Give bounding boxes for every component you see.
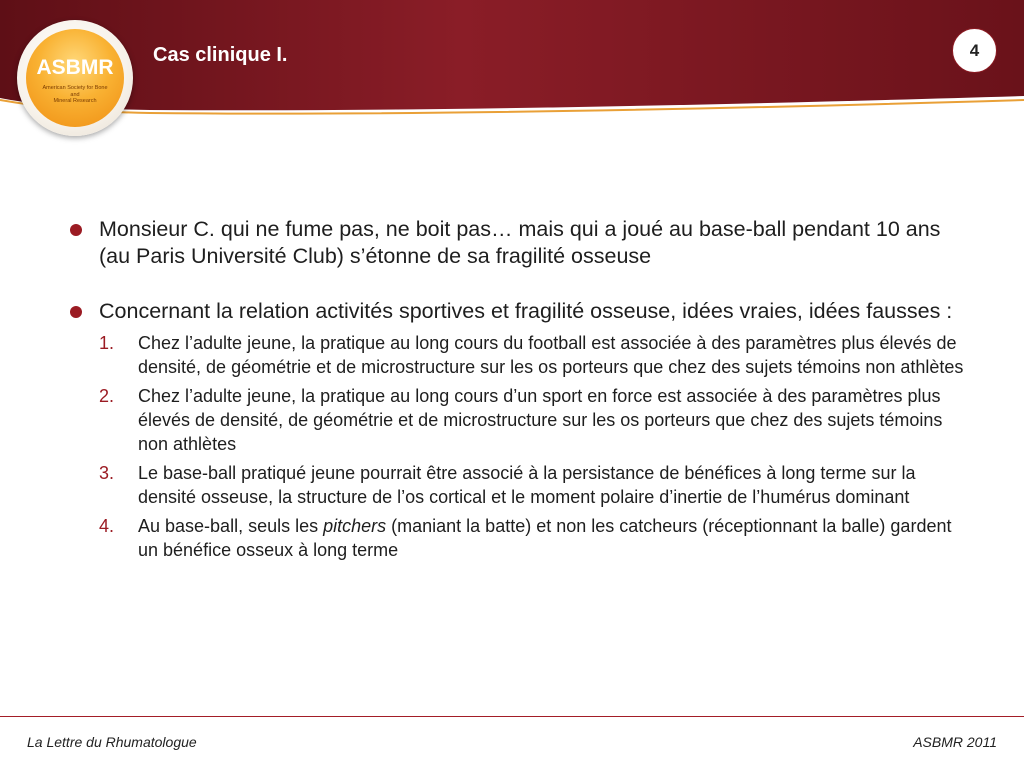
item-text: Chez l’adulte jeune, la pratique au long cours d’un sport en force est associée à des paramètres plus élevés de densité, de géométrie et de microstructure sur les os porteurs que chez des sujets témoins non athlètes	[138, 386, 943, 454]
bullet-dot-icon	[70, 306, 82, 318]
numbered-item	[68, 384, 968, 456]
item-number: 2.	[99, 386, 115, 406]
bullet-item	[68, 298, 968, 562]
item-text-after: (maniant la batte) et non les catcheurs (réceptionnant la balle) gardent un bénéfice osseux à long terme	[138, 516, 952, 560]
numbered-item	[68, 514, 968, 562]
asbmr-logo-emblem	[26, 29, 124, 127]
item-number: 3.	[99, 463, 115, 483]
logo-subtitle-line: American Society for Bone	[42, 85, 108, 91]
item-number: 1.	[99, 333, 115, 353]
page-number-badge: 4	[952, 28, 997, 73]
bullet-dot-icon	[70, 224, 82, 236]
slide-content	[68, 216, 968, 562]
footer-publication: La Lettre du Rhumatologue	[27, 734, 197, 750]
footer-source: ASBMR 2011	[913, 734, 997, 750]
item-text-italic: pitchers	[323, 516, 387, 536]
numbered-list	[99, 331, 968, 562]
item-text: Chez l’adulte jeune, la pratique au long cours du football est associée à des paramètres plus élevés de densité, de géométrie et de microstructure sur les os porteurs que chez des sujets témoins non athlètes	[138, 333, 964, 377]
slide-title: Cas clinique I.	[153, 44, 288, 66]
bullet-text: Monsieur C. qui ne fume pas, ne boit pas… mais qui a joué au base-ball pendant 10 ans (au Paris Université Club) s’étonne de sa fragilité osseuse	[99, 217, 941, 268]
logo-subtitle	[26, 85, 124, 105]
item-text-before: Au base-ball, seuls les	[138, 516, 324, 536]
numbered-item	[68, 461, 968, 509]
logo-subtitle-line: and	[70, 91, 80, 98]
item-number: 4.	[99, 516, 115, 536]
logo-name: ASBMR	[36, 56, 114, 79]
item-text: Le base-ball pratiqué jeune pourrait être associé à la persistance de bénéfices à long terme sur la densité osseuse, la structure de l’os cortical et le moment polaire d’inertie de l’humérus dominant	[138, 463, 916, 507]
logo-subtitle-line: Mineral Research	[53, 98, 97, 104]
bullet-text: Concernant la relation activités sportives et fragilité osseuse, idées vraies, idées fausses :	[99, 299, 953, 323]
footer-divider	[0, 716, 1024, 717]
asbmr-logo	[17, 20, 133, 136]
bullet-item	[68, 216, 968, 270]
numbered-item	[68, 331, 968, 379]
